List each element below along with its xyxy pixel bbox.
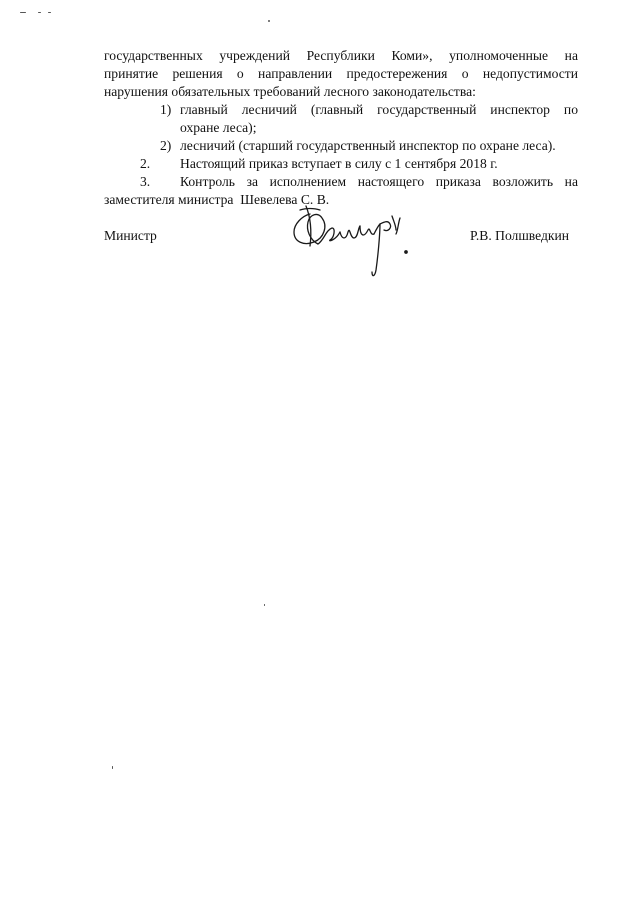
scan-artifact [48,12,51,13]
list-item-line: охране леса); [180,120,257,135]
list-number: 1) [160,102,172,117]
scan-artifact [268,20,270,22]
scan-artifact [38,12,41,13]
list-item-line: главный лесничий (главный государственный инспектор по [180,102,578,117]
signatory-title: Министр [104,228,157,243]
paragraph-line: принятие решения о направлении предостережения о недопустимости [104,66,578,81]
item-text: Контроль за исполнением настоящего приказа возложить на [180,174,578,189]
signatory-name: Р.В. Полшведкин [470,228,570,243]
scan-artifact [20,12,26,13]
item-text: заместителя министра Шевелева С. В. [104,192,330,207]
paragraph-line: нарушения обязательных требований лесного законодательства: [104,84,476,99]
item-number: 2. [140,156,151,171]
paragraph-line: государственных учреждений Республики Коми», уполномоченные на [104,48,578,63]
list-number: 2) [160,138,172,153]
item-number: 3. [140,174,151,189]
item-text: Настоящий приказ вступает в силу с 1 сентября 2018 г. [180,156,498,171]
scan-artifact [112,766,113,769]
list-item-line: лесничий (старший государственный инспектор по охране леса). [180,138,556,153]
handwritten-signature [280,196,420,288]
scan-artifact [264,604,265,606]
